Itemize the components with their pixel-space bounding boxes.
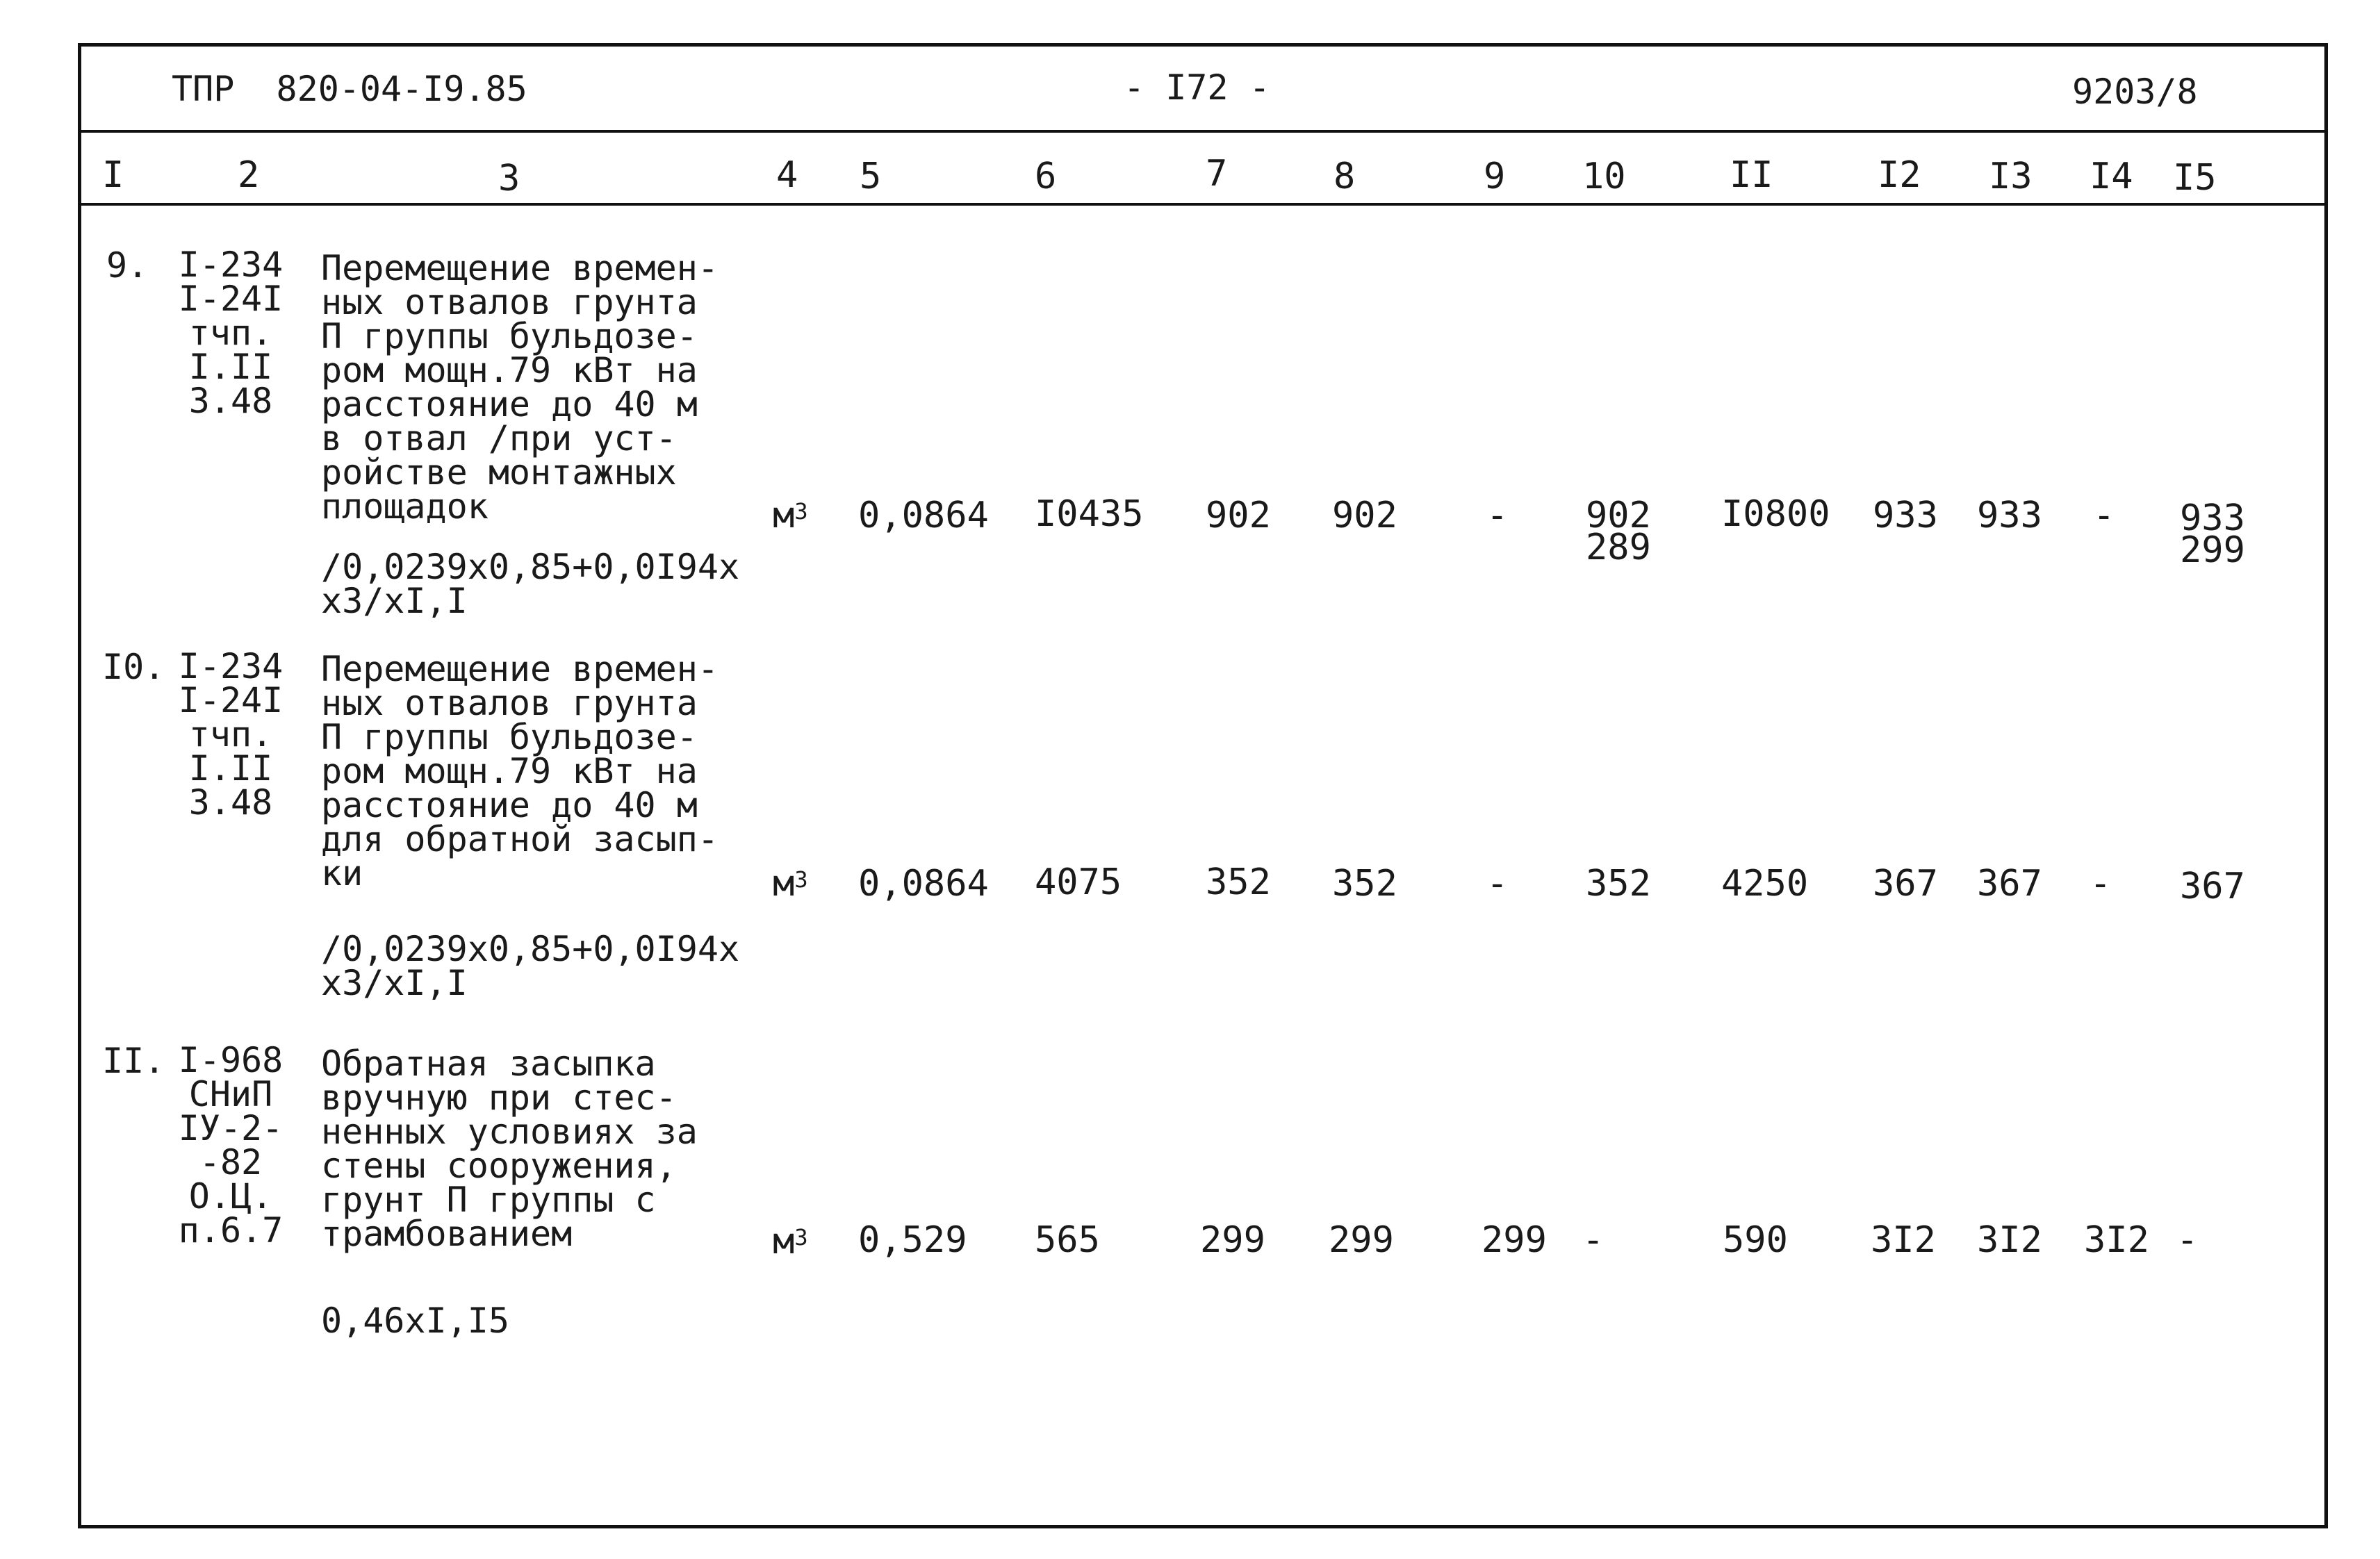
column-number: 9 bbox=[1484, 156, 1506, 197]
cell-value: - bbox=[1582, 1219, 1605, 1261]
column-number: 6 bbox=[1035, 156, 1057, 197]
document-sheet bbox=[78, 43, 2328, 1528]
cell-value: 299 bbox=[1200, 1219, 1265, 1261]
norm-reference: I-968 СНиП IУ-2- -82 О.Ц. п.6.7 bbox=[178, 1040, 284, 1251]
column-number: 3 bbox=[498, 158, 520, 199]
row-number: 9. bbox=[106, 245, 149, 286]
column-number: II bbox=[1730, 154, 1773, 196]
cell-value: 352 bbox=[1586, 863, 1651, 905]
cell-value: 367 bbox=[1873, 863, 1938, 905]
work-description: Перемещение времен- ных отвалов грунта П группы бульдозе- ром мощн.79 кВт на расстояние до 40 м в отвал /при уст- ройстве монтажных площадок bbox=[321, 248, 719, 527]
column-number: I3 bbox=[1989, 156, 2033, 197]
column-number: 10 bbox=[1582, 156, 1626, 197]
cell-value: 367 bbox=[2180, 866, 2245, 907]
work-description: Перемещение времен- ных отвалов грунта П группы бульдозе- ром мощн.79 кВт на расстояние до 40 м для обратной засып- ки bbox=[321, 649, 719, 893]
cell-value: 352 bbox=[1206, 861, 1271, 903]
cell-value: - bbox=[2090, 863, 2112, 905]
cell-value: 352 bbox=[1332, 863, 1397, 905]
cell-value: 902 bbox=[1206, 495, 1271, 536]
row-number: I0. bbox=[102, 647, 165, 687]
cell-value: - bbox=[1486, 863, 1509, 905]
column-number: 7 bbox=[1206, 153, 1228, 195]
cell-value: 933 299 bbox=[2180, 497, 2245, 571]
cell-value: 4075 bbox=[1035, 861, 1122, 903]
cell-value: - bbox=[2176, 1219, 2199, 1261]
cell-value: 299 bbox=[1482, 1219, 1547, 1261]
page-number: - I72 - bbox=[1124, 67, 1270, 108]
column-number: I4 bbox=[2090, 156, 2133, 197]
cell-value: - bbox=[1486, 495, 1509, 536]
doc-code: ТПР 820-04-I9.85 bbox=[172, 69, 527, 109]
header-rule bbox=[81, 130, 2324, 133]
column-number: 4 bbox=[776, 154, 798, 196]
cell-quantity: 0,0864 bbox=[858, 863, 989, 905]
cell-value: - bbox=[2093, 495, 2115, 536]
column-number: 5 bbox=[860, 156, 882, 197]
norm-reference: I-234 I-24I тчп. I.II 3.48 bbox=[178, 245, 284, 421]
cell-value: 933 bbox=[1873, 495, 1938, 536]
cell-value: 3I2 bbox=[1871, 1219, 1936, 1261]
unit: $м^3$ bbox=[773, 1221, 808, 1262]
cell-value: I0435 bbox=[1035, 493, 1144, 535]
cell-value: 299 bbox=[1329, 1219, 1394, 1261]
column-number: 2 bbox=[238, 154, 260, 196]
work-description: Обратная засыпка вручную при стес- ненных условиях за стены сооружения, грунт П группы с трамбованием bbox=[321, 1044, 698, 1254]
column-number: 8 bbox=[1333, 156, 1356, 197]
sheet-id: 9203/8 bbox=[2072, 72, 2198, 112]
column-number: I5 bbox=[2173, 157, 2217, 199]
column-number: I bbox=[102, 154, 124, 196]
cell-quantity: 0,529 bbox=[858, 1219, 967, 1261]
calc-formula: 0,46хI,I5 bbox=[321, 1301, 509, 1341]
cell-value: 367 bbox=[1977, 863, 2042, 905]
cell-value: I0800 bbox=[1721, 493, 1830, 535]
calc-formula: /0,0239х0,85+0,0I94х х3/хI,I bbox=[321, 929, 740, 1003]
column-number: I2 bbox=[1878, 154, 1921, 196]
cell-value: 933 bbox=[1977, 495, 2042, 536]
cell-value: 902 289 bbox=[1586, 495, 1651, 568]
cell-value: 590 bbox=[1723, 1219, 1788, 1261]
cell-quantity: 0,0864 bbox=[858, 495, 989, 536]
norm-reference: I-234 I-24I тчп. I.II 3.48 bbox=[178, 646, 284, 823]
unit: $м^3$ bbox=[773, 863, 808, 905]
cell-value: 3I2 bbox=[2084, 1219, 2149, 1261]
cell-value: 3I2 bbox=[1977, 1219, 2042, 1261]
column-rule bbox=[81, 203, 2324, 206]
unit: $м^3$ bbox=[773, 495, 808, 536]
row-number: II. bbox=[102, 1041, 165, 1081]
cell-value: 902 bbox=[1332, 495, 1397, 536]
cell-value: 4250 bbox=[1721, 863, 1809, 905]
calc-formula: /0,0239х0,85+0,0I94х х3/хI,I bbox=[321, 547, 740, 621]
cell-value: 565 bbox=[1035, 1219, 1100, 1261]
